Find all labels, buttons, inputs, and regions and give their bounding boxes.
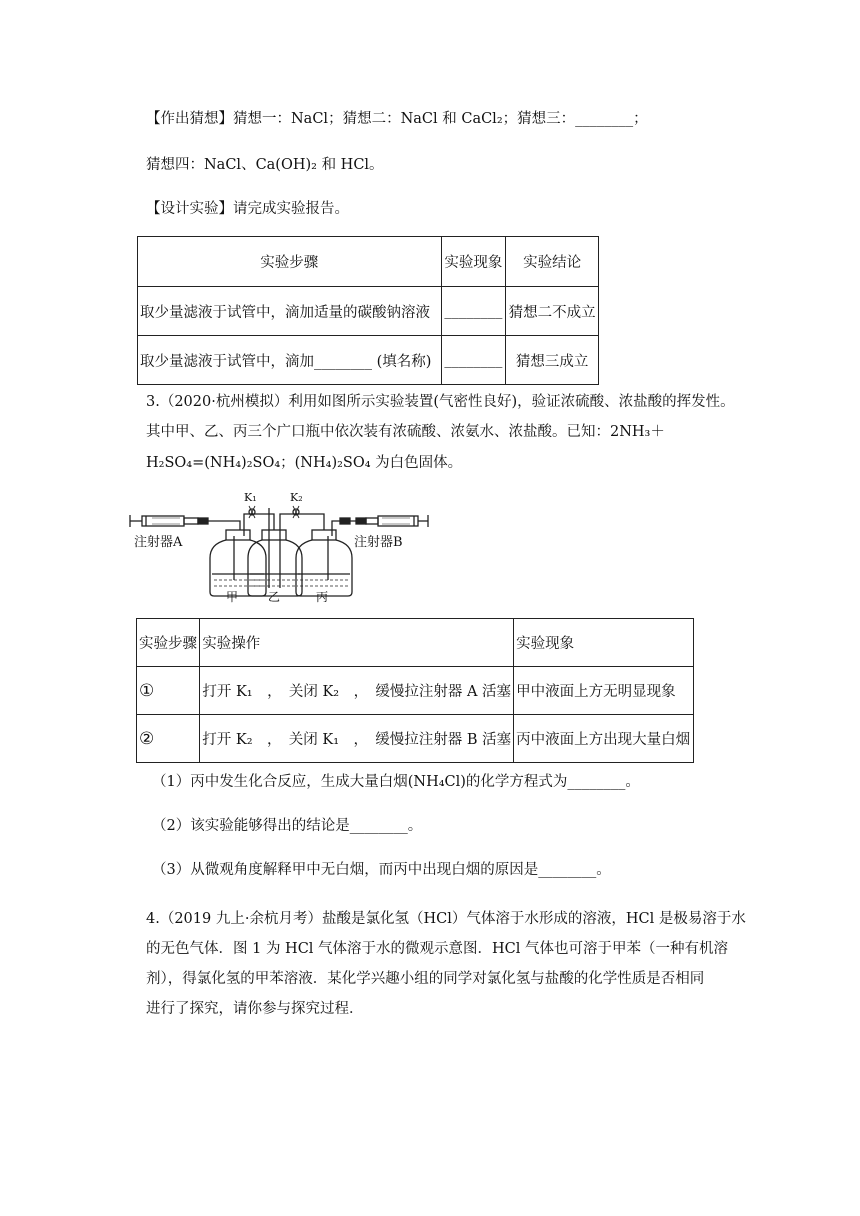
table-header-cell: 实验步骤 xyxy=(138,237,442,287)
table-header-cell: 实验现象 xyxy=(441,237,506,287)
table-cell: 取少量滤液于试管中，滴加适量的碳酸钠溶液 xyxy=(138,287,442,336)
table-row xyxy=(137,715,694,763)
table-row xyxy=(138,336,599,385)
table-cell: 打开 K₁ ， 关闭 K₂ ， 缓慢拉注射器 A 活塞 xyxy=(200,667,514,715)
syringe-b-label: 注射器B xyxy=(354,535,403,550)
hypothesis-line-2: 猜想四：NaCl、Ca(OH)₂ 和 HCl。 xyxy=(146,157,384,173)
valve-k1-label: K₁ xyxy=(244,491,257,504)
table-cell: 丙中液面上方出现大量白烟 xyxy=(514,715,694,763)
table-header-cell: 实验结论 xyxy=(506,237,599,287)
table-cell: 取少量滤液于试管中，滴加________ (填名称) xyxy=(138,336,442,385)
answer-blank[interactable]: ________ xyxy=(441,287,506,336)
step-number: ② xyxy=(137,715,200,763)
experiment-steps-table xyxy=(136,618,694,763)
table-header-row xyxy=(137,619,694,667)
table-header-cell: 实验步骤 xyxy=(137,619,200,667)
q3-sub-1: （1）丙中发生化合反应，生成大量白烟(NH₄Cl)的化学方程式为________。 xyxy=(152,774,640,790)
q4-line-2: 的无色气体．图 1 为 HCl 气体溶于水的微观示意图．HCl 气体也可溶于甲苯（一种有机溶 xyxy=(146,941,729,957)
table-cell: 打开 K₂ ， 关闭 K₁ ， 缓慢拉注射器 B 活塞 xyxy=(200,715,514,763)
table-cell: 猜想三成立 xyxy=(506,336,599,385)
q3-line-1: 3.（2020·杭州模拟）利用如图所示实验装置(气密性良好)，验证浓硫酸、浓盐酸的挥发性。 xyxy=(146,394,735,410)
bottle-yi-label: 乙 xyxy=(268,590,281,604)
syringe-a-label: 注射器A xyxy=(134,535,183,550)
design-heading: 【设计实验】请完成实验报告。 xyxy=(146,201,349,217)
valve-k2-label: K₂ xyxy=(290,491,303,504)
table-cell: 猜想二不成立 xyxy=(506,287,599,336)
q3-sub-2: （2）该实验能够得出的结论是________。 xyxy=(152,818,423,834)
q3-sub-3: （3）从微观角度解释甲中无白烟，而丙中出现白烟的原因是________。 xyxy=(152,862,611,878)
experiment-report-table xyxy=(137,236,599,385)
table-row xyxy=(138,287,599,336)
bottle-jia-label: 甲 xyxy=(226,590,239,604)
step-number: ① xyxy=(137,667,200,715)
q4-line-1: 4.（2019 九上·余杭月考）盐酸是氯化氢（HCl）气体溶于水形成的溶液，HCl 是极易溶于水 xyxy=(146,911,746,927)
answer-blank[interactable]: ________ xyxy=(441,336,506,385)
q3-line-3: H₂SO₄=(NH₄)₂SO₄；(NH₄)₂SO₄ 为白色固体。 xyxy=(146,455,463,471)
q4-line-4: 进行了探究，请你参与探究过程． xyxy=(146,1001,364,1017)
table-row xyxy=(137,667,694,715)
table-header-row xyxy=(138,237,599,287)
table-header-cell: 实验操作 xyxy=(200,619,514,667)
table-cell: 甲中液面上方无明显现象 xyxy=(514,667,694,715)
bottle-bing-label: 丙 xyxy=(316,590,329,604)
hypothesis-line-1: 【作出猜想】猜想一：NaCl；猜想二：NaCl 和 CaCl₂；猜想三：________； xyxy=(146,111,648,127)
q3-line-2: 其中甲、乙、丙三个广口瓶中依次装有浓硫酸、浓氨水、浓盐酸。已知：2NH₃＋ xyxy=(146,424,665,440)
q4-line-3: 剂），得氯化氢的甲苯溶液．某化学兴趣小组的同学对氯化氢与盐酸的化学性质是否相同 xyxy=(146,971,705,987)
table-header-cell: 实验现象 xyxy=(514,619,694,667)
apparatus-diagram xyxy=(128,488,433,604)
